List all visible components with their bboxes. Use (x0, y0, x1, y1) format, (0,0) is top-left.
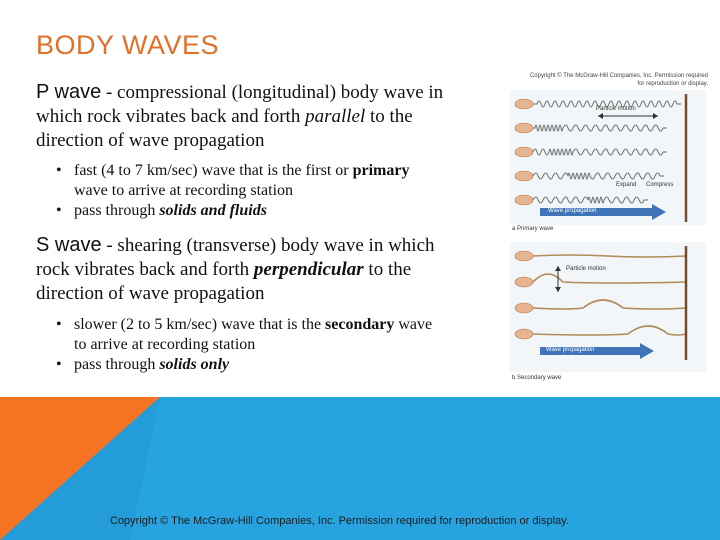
p-wave-bullets (52, 161, 409, 221)
slide-title: BODY WAVES (36, 30, 220, 60)
figure-copyright: Copyright © The McGraw-Hill Companies, Inc. Permission required for reproduction or display. (529, 73, 708, 87)
expand-label: Expand (616, 182, 637, 188)
s-bullet1-secondary: secondary (325, 316, 395, 333)
caption-secondary-wave: b Secondary wave (512, 375, 562, 381)
s-wave-bullet-speed (52, 315, 432, 355)
p-wave-parallel: parallel (305, 106, 366, 127)
p-bullet2-solids-fluids: solids and fluids (159, 202, 267, 219)
p-wave-line1-text: - compressional (longitudinal) body wave in (101, 82, 444, 103)
p-wave-line-1 (36, 80, 443, 105)
s-wave-line1-text: - shearing (transverse) body wave in which (101, 235, 435, 256)
p-particle-motion-label: Particle motion (596, 106, 636, 112)
p-wave-line-2 (36, 105, 443, 129)
p-wave-propagation-label: Wave propagation (548, 208, 597, 214)
s-wave-perpendicular: perpendicular (253, 259, 364, 280)
p-bullet2-pre: pass through (74, 202, 160, 219)
p-bullet1-primary: primary (352, 162, 410, 179)
p-wave-bullet-speed (52, 161, 409, 201)
s-wave-line2-pre: rock vibrates back and forth (36, 259, 254, 280)
p-bullet1-pre: fast (4 to 7 km/sec) wave that is the first or (74, 162, 353, 179)
caption-primary-wave: a Primary wave (512, 226, 554, 232)
footer-copyright: Copyright © The McGraw-Hill Companies, Inc. Permission required for reproduction or display. (110, 515, 569, 527)
s-wave-line-2 (36, 258, 435, 282)
p-wave-line2-post: to the (365, 106, 413, 127)
p-wave-line2-pre: which rock vibrates back and forth (36, 106, 306, 127)
s-bullet1-line2: to arrive at recording station (74, 336, 256, 353)
s-wave-heading: S wave (36, 234, 102, 256)
compress-label: Compress (646, 182, 674, 188)
s-wave-bullet-medium (52, 355, 432, 375)
p-wave-heading: P wave (36, 81, 102, 103)
s-wave-panel (510, 242, 706, 372)
s-bullet2-solids-only: solids only (159, 356, 230, 373)
s-wave-line-1 (36, 233, 435, 258)
s-particle-motion-label: Particle motion (566, 266, 606, 272)
s-bullet1-post: wave (394, 316, 433, 333)
s-bullet1-pre: slower (2 to 5 km/sec) wave that is the (74, 316, 326, 333)
s-wave-bullets (52, 315, 432, 375)
s-wave-propagation-label: Wave propagation (546, 347, 595, 353)
s-wave-paragraph (36, 233, 435, 306)
s-wave-line2-post: to the (363, 259, 412, 280)
p-bullet1-line2: wave to arrive at recording station (74, 182, 294, 199)
s-wave-line-3: direction of wave propagation (36, 283, 265, 304)
wave-figure (508, 70, 708, 386)
p-wave-paragraph (36, 80, 443, 153)
p-wave-line-3: direction of wave propagation (36, 130, 265, 151)
s-bullet2-pre: pass through (74, 356, 160, 373)
p-wave-bullet-medium (52, 201, 409, 221)
